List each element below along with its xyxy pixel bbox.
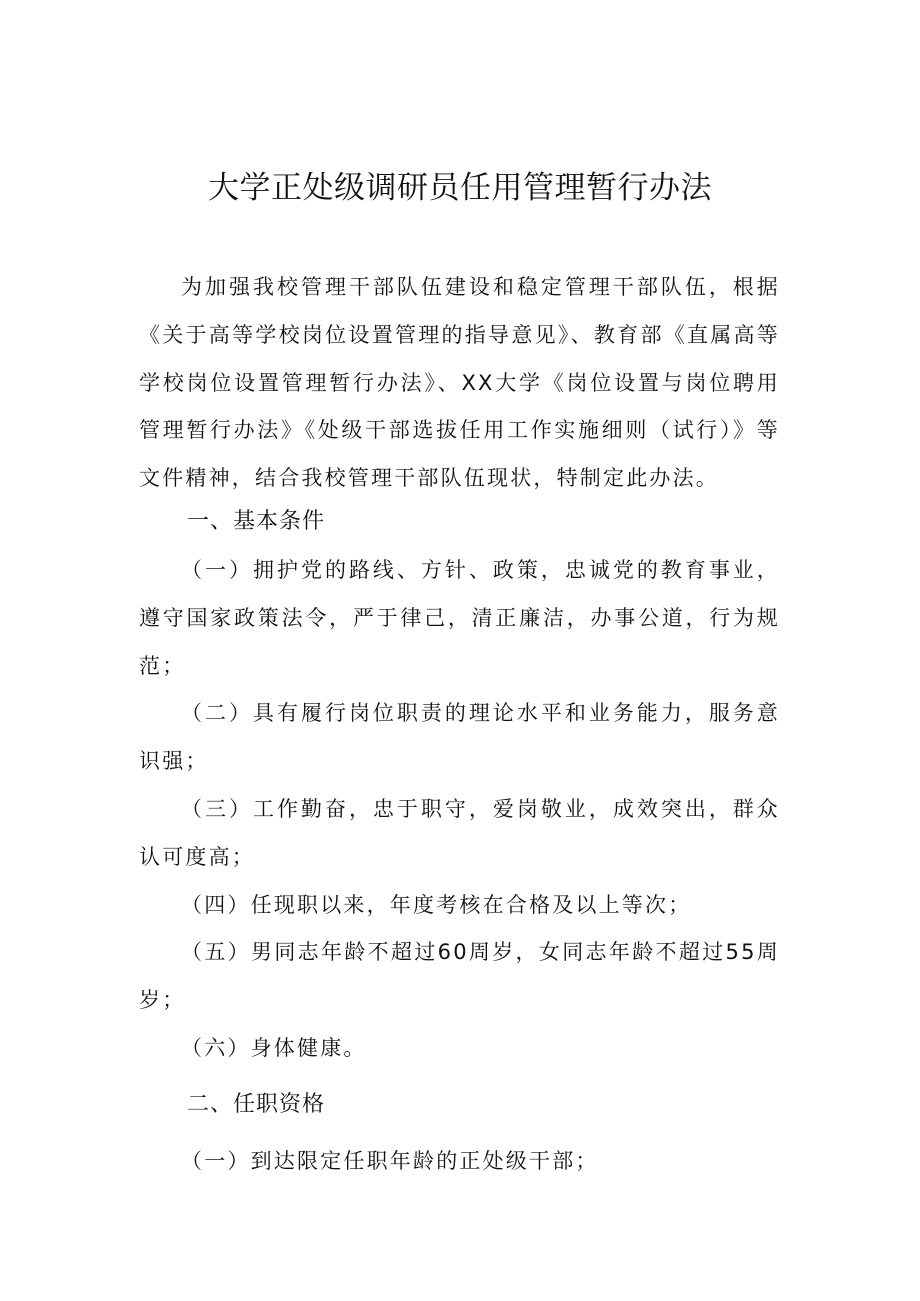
list-item: （三）工作勤奋，忠于职守，爱岗敬业，成效突出，群众认可度高； — [139, 796, 780, 869]
intro-paragraph: 为加强我校管理干部队伍建设和稳定管理干部队伍，根据《关于高等学校岗位设置管理的指导意见》、教育部《直属高等学校岗位设置管理暂行办法》、XX大学《岗位设置与岗位聘用管理暂行办法》《处级干部选拔任用工作实施细则（试行）》等文件精神，结合我校管理干部队伍现状，特制定此办法。 — [139, 275, 780, 491]
basic-conditions-list — [139, 547, 780, 1073]
list-item: （六）身体健康。 — [181, 1035, 367, 1060]
list-item: （一）拥护党的路线、方针、政策，忠诚党的教育事业，遵守国家政策法令，严于律己，清正廉洁，办事公道，行为规范； — [139, 558, 780, 678]
list-item: （五）男同志年龄不超过60周岁，女同志年龄不超过55周岁； — [139, 940, 780, 1013]
list-item: （一）到达限定任职年龄的正处级干部； — [181, 1149, 599, 1173]
document-title: 大学正处级调研员任用管理暂行办法 — [208, 170, 712, 206]
qualifications-list — [139, 1138, 780, 1186]
section-heading-qualifications: 二、任职资格 — [187, 1092, 326, 1117]
list-item: （二）具有履行岗位职责的理论水平和业务能力，服务意识强； — [139, 701, 780, 774]
section-heading-basic-conditions: 一、基本条件 — [187, 509, 326, 534]
list-item: （四）任现职以来，年度考核在合格及以上等次； — [181, 892, 692, 917]
